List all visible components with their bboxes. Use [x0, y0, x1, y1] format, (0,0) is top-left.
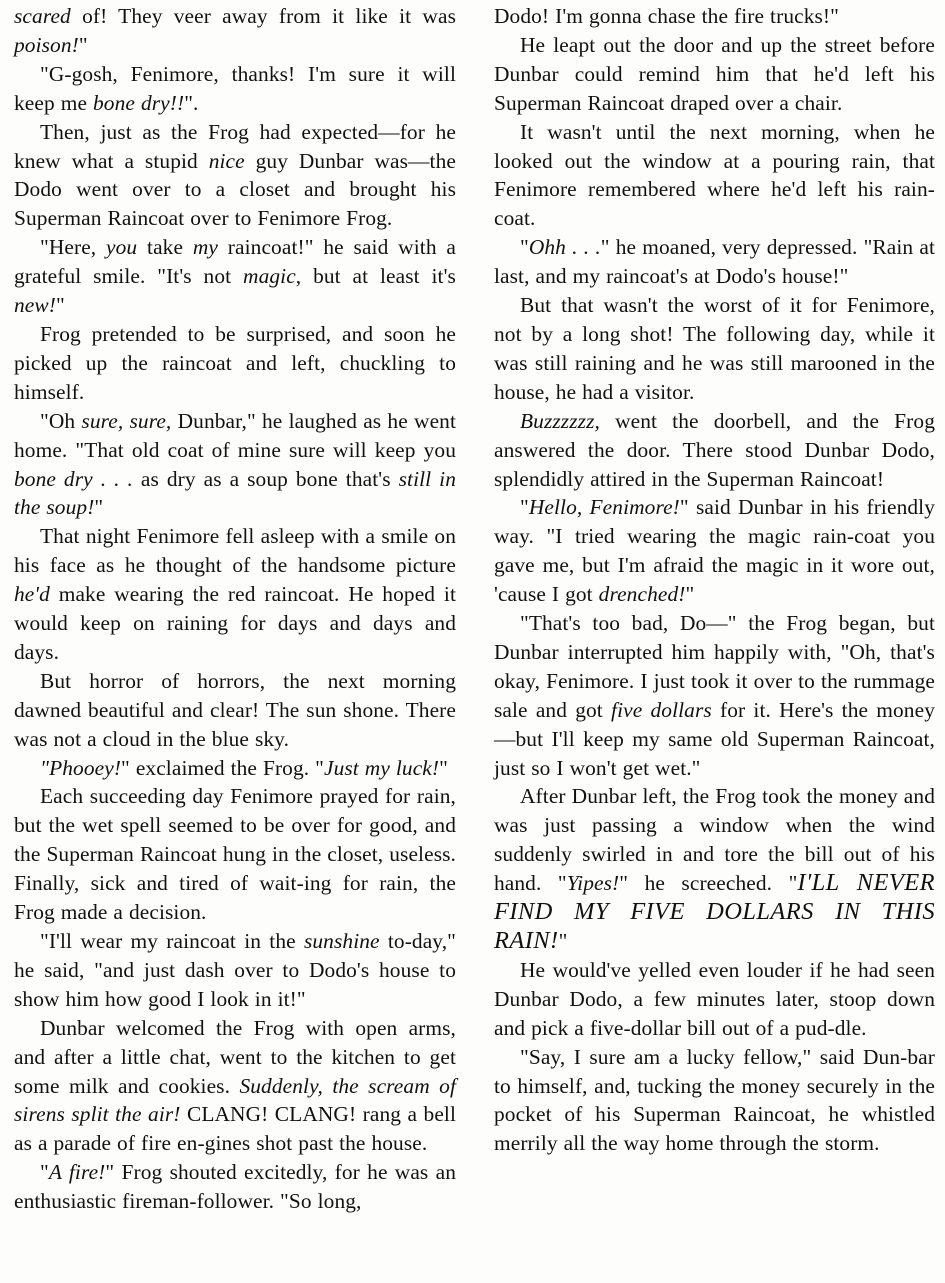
paragraph: Dodo! I'm gonna chase the fire trucks!"	[494, 4, 839, 28]
paragraph: "A fire!" Frog shouted excitedly, for he was an enthusiastic fireman-follower. "So long,	[14, 1160, 457, 1214]
paragraph: Dunbar welcomed the Frog with open arms, and after a little chat, went to the kitchen to get some milk and cookies. Suddenly, the scream of sirens split the air! CLANG! CLANG! rang a bell as a parade of fire en-gines shot past the house.	[14, 1015, 457, 1156]
paragraph: Frog pretended to be surprised, and soon he picked up the raincoat and left, chuckling to himself.	[14, 321, 456, 404]
paragraph: "Here, you take my raincoat!" he said with a grateful smile. "It's not magic, but at least it's new!"	[14, 235, 456, 318]
paragraph: "G-gosh, Fenimore, thanks! I'm sure it will keep me bone dry!!".	[14, 61, 456, 115]
paragraph: "Hello, Fenimore!" said Dunbar in his friendly way. "I tried wearing the magic rain-coat you gave me, but I'm afraid the magic in it wore out, 'cause I got drenched!"	[494, 495, 936, 607]
paragraph: Buzzzzzz, went the doorbell, and the Frog answered the door. There stood Dunbar Dodo, splendidly attired in the Superman Raincoat!	[494, 408, 935, 491]
paragraph: "Ohh . . ." he moaned, very depressed. "Rain at last, and my raincoat's at Dodo's house!"	[494, 235, 935, 289]
paragraph: "Phooey!" exclaimed the Frog. "Just my luck!"	[40, 755, 448, 780]
paragraph: He would've yelled even louder if he had seen Dunbar Dodo, a few minutes later, stoop down and pick a five-dollar bill out of a pud-dle.	[494, 957, 935, 1040]
paragraph: "Oh sure, sure, Dunbar," he laughed as he went home. "That old coat of mine sure will keep you bone dry . . . as dry as a soup bone that's still in the soup!"	[14, 408, 456, 520]
paragraph: Each succeeding day Fenimore prayed for rain, but the wet spell seemed to be over for good, and the Superman Raincoat hung in the closet, useless. Finally, sick and tired of wait-ing for rain, the Frog made a decision.	[14, 784, 456, 925]
right-column	[494, 2, 935, 1158]
paragraph: But horror of horrors, the next morning dawned beautiful and clear! The sun shone. There was not a cloud in the blue sky.	[14, 668, 456, 751]
paragraph: "I'll wear my raincoat in the sunshine to-day," he said, "and just dash over to Dodo's house to show him how good I look in it!"	[14, 929, 456, 1011]
paragraph: That night Fenimore fell asleep with a smile on his face as he thought of the handsome picture he'd make wearing the red raincoat. He hoped it would keep on raining for days and days and days.	[14, 524, 456, 664]
paragraph: He leapt out the door and up the street before Dunbar could remind him that he'd left his Superman Raincoat draped over a chair.	[494, 32, 935, 115]
paragraph: Then, just as the Frog had expected—for he knew what a stupid nice guy Dunbar was—the Dodo went over to a closet and brought his Superman Raincoat over to Fenimore Frog.	[14, 119, 456, 231]
paragraph: "That's too bad, Do—" the Frog began, but Dunbar interrupted him happily with, "Oh, that's okay, Fenimore. I just took it over to the rummage sale and got five dollars for it. Here's the money—but I'll keep my same old Superman Raincoat, just so I won't get wet."	[494, 611, 935, 780]
paragraph: After Dunbar left, the Frog took the money and was just passing a window when the wind suddenly swirled in and tore the bill out of his hand. "Yipes!" he screeched. "I'LL NEVER FIND MY FIVE DOLLARS IN THIS RAIN!"	[494, 784, 935, 954]
left-column	[14, 2, 456, 1216]
paragraph: But that wasn't the worst of it for Fenimore, not by a long shot! The following day, while it was still raining and he was still marooned in the house, he had a visitor.	[494, 293, 935, 404]
paragraph: "Say, I sure am a lucky fellow," said Dun-bar to himself, and, tucking the money securely in the pocket of his Superman Raincoat, he whistled merrily all the way home through the storm.	[494, 1044, 935, 1156]
paragraph: scared of! They veer away from it like it was poison!"	[14, 4, 456, 57]
paragraph: It wasn't until the next morning, when he looked out the window at a pouring rain, that Fenimore remembered where he'd left his rain-coat.	[494, 119, 935, 231]
shouted-line: I'LL NEVER FIND MY FIVE DOLLARS IN THIS RAIN!	[494, 869, 935, 954]
